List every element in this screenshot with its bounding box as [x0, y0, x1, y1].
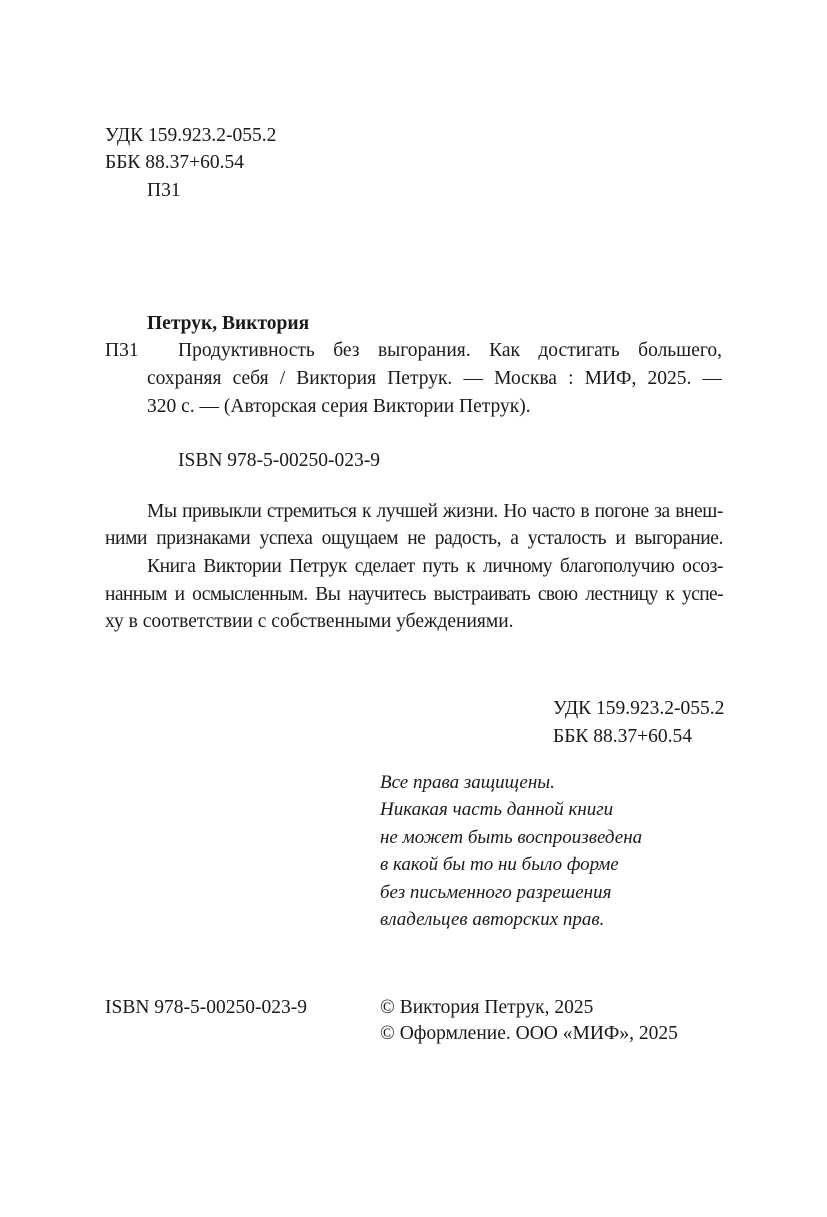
rights-line: в какой бы то ни было форме [380, 854, 619, 875]
footer-copyright: © Оформление. ООО «МИФ», 2025 [380, 1023, 678, 1044]
rights-line: без письменного разрешения [380, 882, 612, 903]
annotation-line: Книга Виктории Петрук сделает путь к личному благополучию осоз- [147, 556, 723, 577]
classification-bbk: ББК 88.37+60.54 [553, 726, 693, 747]
rights-line: владельцев авторских прав. [380, 909, 605, 930]
annotation-line: ху в соответствии с собственными убеждениями. [105, 611, 514, 632]
record-title-line: сохраняя себя / Виктория Петрук. — Москва : МИФ, 2025. — [147, 368, 722, 389]
rights-line: не может быть воспроизведена [380, 827, 643, 848]
record-isbn: ISBN 978-5-00250-023-9 [178, 450, 381, 471]
header-udk: УДК 159.923.2-055.2 [105, 125, 277, 146]
record-author: Петрук, Виктория [147, 313, 310, 334]
header-bbk: ББК 88.37+60.54 [105, 152, 245, 173]
record-title-line: 320 с. — (Авторская серия Виктории Петрук). [147, 396, 531, 417]
rights-line: Все права защищены. [380, 772, 555, 793]
footer-isbn: ISBN 978-5-00250-023-9 [105, 997, 308, 1018]
annotation-line: нанным и осмысленным. Вы научитесь выстраивать свою лестницу к успе- [105, 584, 723, 605]
rights-line: Никакая часть данной книги [380, 799, 614, 820]
header-author-mark: П31 [147, 180, 181, 201]
classification-udk: УДК 159.923.2-055.2 [553, 698, 725, 719]
annotation-line: ними признаками успеха ощущаем не радость, а усталость и выгорание. [105, 528, 723, 549]
annotation-line: Мы привыкли стремиться к лучшей жизни. Но часто в погоне за внеш- [147, 501, 723, 522]
record-title-line: Продуктивность без выгорания. Как достигать большего, [178, 340, 722, 361]
footer-copyright: © Виктория Петрук, 2025 [380, 997, 594, 1018]
record-author-mark: П31 [105, 340, 139, 361]
